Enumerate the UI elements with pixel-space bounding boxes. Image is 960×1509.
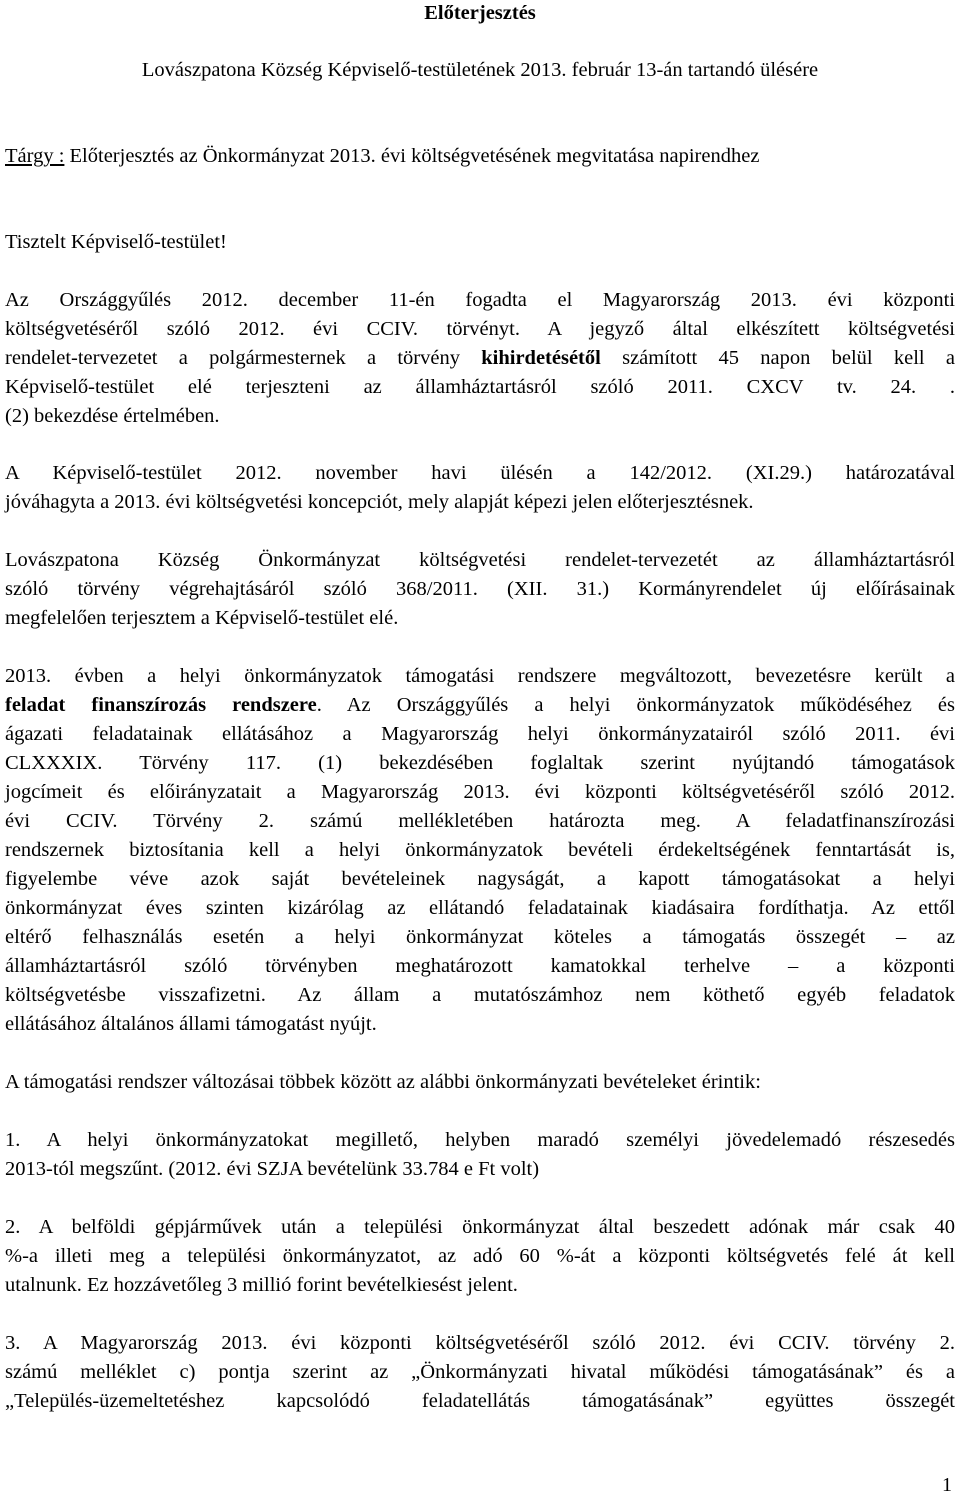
p4-line-8: figyelembe véve azok saját bevételeinek nagyságát, a kapott támogatásokat a helyi <box>5 868 955 890</box>
p4-line-12: költségvetésbe visszafizetni. Az állam a mutatószámhoz nem köthető egyéb feladatok <box>5 984 955 1006</box>
subject-label: Tárgy : <box>5 145 65 167</box>
item1-line-2: 2013-tól megszűnt. (2012. évi SZJA bevételünk 33.784 e Ft volt) <box>5 1158 540 1180</box>
p4-line-3: ágazati feladatainak ellátásához a Magyarország helyi önkormányzatairól szóló 2011. évi <box>5 723 955 745</box>
p3-line-1: Lovászpatona Község Önkormányzat költségvetési rendelet-tervezetét az államháztartásról <box>5 549 955 571</box>
p1-line-3 <box>5 345 955 371</box>
p2-line-1: A Képviselő-testület 2012. november havi ülésén a 142/2012. (XI.29.) határozatával <box>5 462 955 484</box>
p4-line-2b: . Az Országgyűlés a helyi önkormányzatok működéséhez és <box>316 694 955 716</box>
p4-line-7: rendszernek biztosítania kell a helyi önkormányzatok bevételi érdekeltségének fenntartását is, <box>5 839 955 861</box>
item3-line-2: számú melléklet c) pontja szerint az „Önkormányzati hivatal működési támogatásának” és a <box>5 1361 955 1383</box>
p4-line-5: jogcímeit és előirányzatait a Magyarország 2013. évi központi költségvetéséről szóló 2012. <box>5 781 955 803</box>
p4-line-6: évi CCIV. Törvény 2. számú mellékletében határozta meg. A feladatfinanszírozási <box>5 810 955 832</box>
document-subtitle: Lovászpatona Község Képviselő-testületének 2013. február 13-án tartandó ülésére <box>141 59 819 81</box>
p4-line-10: eltérő felhasználás esetén a helyi önkormányzat köteles a támogatás összegét – az <box>5 926 955 948</box>
p2-line-2: jóváhagyta a 2013. évi költségvetési koncepciót, mely alapját képezi jelen előterjesztésnek. <box>5 491 754 513</box>
p4-line-11: államháztartásról szóló törvényben meghatározott kamatokkal terhelve – a központi <box>5 955 955 977</box>
document-title: Előterjesztés <box>424 2 536 24</box>
p4-line-9: önkormányzat éves szinten kizárólag az ellátandó feladatainak kiadásaira fordíthatja. Az ettől <box>5 897 955 919</box>
p4-line-13: ellátásához általános állami támogatást nyújt. <box>5 1013 377 1035</box>
subject-text: Előterjesztés az Önkormányzat 2013. évi költségvetésének megvitatása napirendhez <box>64 145 760 167</box>
subject-line <box>5 143 955 169</box>
p1-line-5: (2) bekezdése értelmében. <box>5 405 220 427</box>
p4-line-4: CLXXXIX. Törvény 117. (1) bekezdésében foglaltak szerint nyújtandó támogatások <box>5 752 955 774</box>
p1-line-3a: rendelet-tervezetet a polgármesternek a törvény <box>5 347 482 369</box>
p1-line-3c: számított 45 napon belül kell a <box>600 347 955 369</box>
p4-bold-term: feladat finanszírozás rendszere <box>5 694 317 716</box>
item3-line-1: 3. A Magyarország 2013. évi központi költségvetéséről szóló 2012. évi CCIV. törvény 2. <box>5 1332 955 1354</box>
p1-line-1: Az Országgyűlés 2012. december 11-én fogadta el Magyarország 2013. évi központi <box>5 289 955 311</box>
p1-bold-term: kihirdetésétől <box>481 347 601 369</box>
item2-line-2: %-a illeti meg a települési önkormányzatot, az adó 60 %-át a központi költségvetés felé át kell <box>5 1245 955 1267</box>
salutation: Tisztelt Képviselő-testület! <box>5 231 227 253</box>
p3-line-2: szóló törvény végrehajtásáról szóló 368/2011. (XII. 31.) Kormányrendelet új előírásainak <box>5 578 955 600</box>
p5-line: A támogatási rendszer változásai többek között az alábbi önkormányzati bevételeket érintik: <box>5 1071 761 1093</box>
p3-line-3: megfelelően terjesztem a Képviselő-testület elé. <box>5 607 399 629</box>
item3-line-3: „Település-üzemeltetéshez kapcsolódó feladatellátás támogatásának” együttes összegét <box>5 1390 955 1412</box>
p4-line-1: 2013. évben a helyi önkormányzatok támogatási rendszere megváltozott, bevezetésre került a <box>5 665 955 687</box>
item2-line-3: utalnunk. Ez hozzávetőleg 3 millió forint bevételkiesést jelent. <box>5 1274 518 1296</box>
p1-line-2: költségvetéséről szóló 2012. évi CCIV. törvényt. A jegyző által elkészített költségvetési <box>5 318 955 340</box>
page-number: 1 <box>942 1474 952 1496</box>
item2-line-1: 2. A belföldi gépjárművek után a települési önkormányzat által beszedett adónak már csak 40 <box>5 1216 955 1238</box>
p4-line-2 <box>5 692 955 718</box>
p1-line-4: Képviselő-testület elé terjeszteni az államháztartásról szóló 2011. CXCV tv. 24. . <box>5 376 955 398</box>
item1-line-1: 1. A helyi önkormányzatokat megillető, helyben maradó személyi jövedelemadó részesedés <box>5 1129 955 1151</box>
